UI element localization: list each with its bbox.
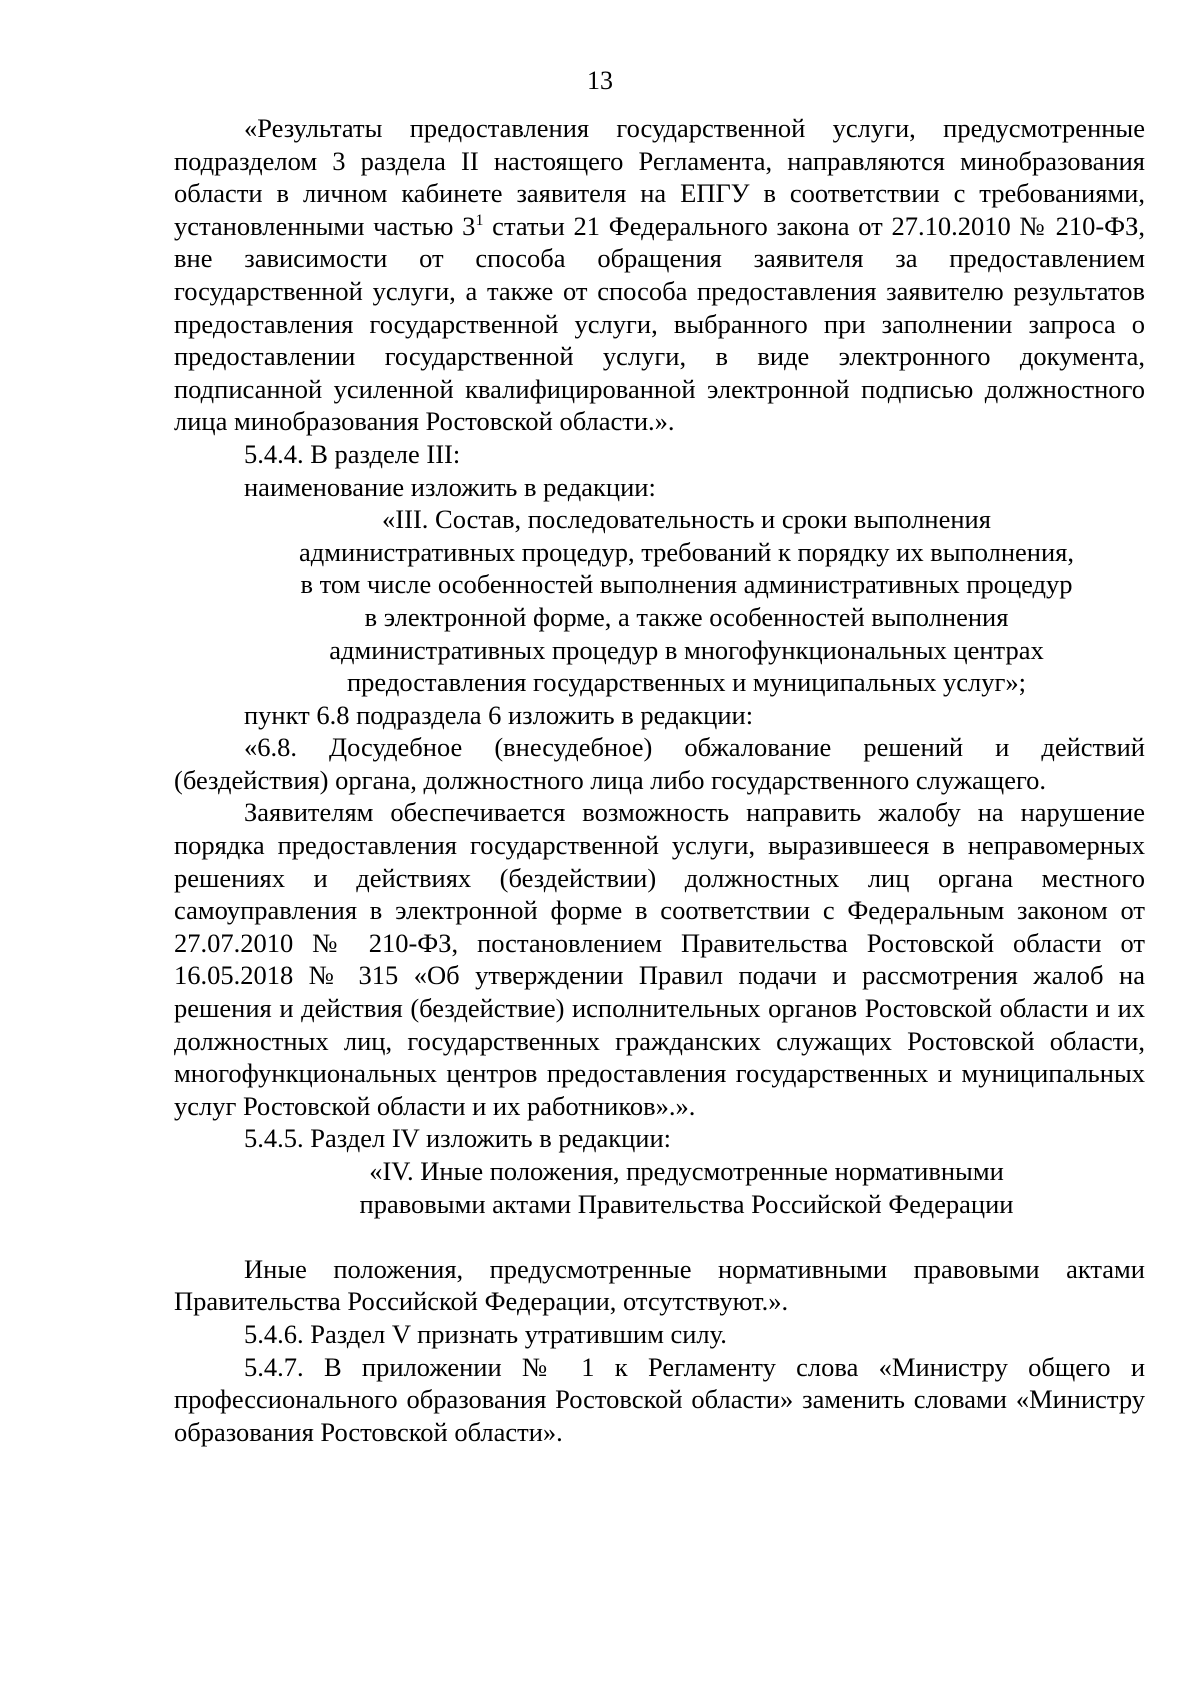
paragraph-section-5: 5.4.6. Раздел V признать утратившим силу.	[244, 1318, 727, 1349]
paragraph-section-4-heading: 5.4.5. Раздел IV изложить в редакции:	[244, 1123, 672, 1154]
section-3-title-line: предоставления государственных и муниципальных услуг»;	[347, 667, 1026, 698]
paragraph-section-3-heading: 5.4.4. В разделе III:	[244, 438, 461, 469]
section-3-title-line: административных процедур в многофункциональных центрах	[329, 634, 1044, 665]
paragraph-results	[174, 112, 1145, 438]
paragraph-results-part1: «Результаты предоставления государственной услуги, предусмотренные подразделом 3 раздела II настоящего Регламента, направляются минобразования области в личном кабинете заявителя на ЕПГУ в соответствии с требованиями, установленными частью 3	[174, 113, 1145, 241]
section-3-title-line: в том числе особенностей выполнения административных процедур	[300, 569, 1073, 600]
paragraph-name-edit: наименование изложить в редакции:	[244, 471, 656, 502]
document-body	[174, 112, 1145, 1448]
paragraph-appendix-1: 5.4.7. В приложении № 1 к Регламенту слова «Министру общего и профессионального образования Ростовской области» заменить словами «Министру образования Ростовской области».	[174, 1351, 1145, 1447]
page-number: 13	[587, 66, 613, 95]
paragraph-complaints: Заявителям обеспечивается возможность направить жалобу на нарушение порядка предоставления государственной услуги, выразившееся в неправомерных решениях и действиях (бездействии) должностных лиц органа местного самоуправления в электронной форме в соответствии с Федеральным законом от 27.07.2010 № 210-ФЗ, постановлением Правительства Ростовской области от 16.05.2018 № 315 «Об утверждении Правил подачи и рассмотрения жалоб на решения и действия (бездействие) исполнительных органов Ростовской области и их должностных лиц, государственных гражданских служащих Ростовской области, многофункциональных центров предоставления государственных и муниципальных услуг Ростовской области и их работников».».	[174, 797, 1145, 1121]
section-3-title-line: административных процедур, требований к порядку их выполнения,	[299, 536, 1074, 567]
section-4-title	[174, 1155, 1145, 1220]
superscript-part-number: 1	[475, 211, 484, 229]
paragraph-item-6-8: «6.8. Досудебное (внесудебное) обжалование решений и действий (бездействия) органа, должностного лица либо государственного служащего.	[174, 732, 1145, 795]
section-3-title-line: «III. Состав, последовательность и сроки выполнения	[382, 504, 991, 535]
section-4-title-line: «IV. Иные положения, предусмотренные нормативными	[369, 1156, 1004, 1186]
section-4-title-line: правовыми актами Правительства Российской Федерации	[359, 1188, 1014, 1219]
section-3-title	[174, 503, 1145, 699]
blank-line	[174, 1220, 1145, 1253]
paragraph-item-6-8-heading: пункт 6.8 подраздела 6 изложить в редакции:	[244, 699, 754, 730]
section-3-title-line: в электронной форме, а также особенностей выполнения	[364, 601, 1009, 632]
paragraph-results-part2: статьи 21 Федерального закона от 27.10.2010 № 210-ФЗ, вне зависимости от способа обращения заявителя за предоставлением государственной услуги, а также от способа предоставления заявителю результатов предоставления государственной услуги, выбранного при заполнении запроса о предоставлении государственной услуги, в виде электронного документа, подписанной усиленной квалифицированной электронной подписью должностного лица минобразования Ростовской области.».	[174, 210, 1145, 437]
paragraph-other-provisions: Иные положения, предусмотренные нормативными правовыми актами Правительства Российской Федерации, отсутствуют.».	[174, 1253, 1145, 1317]
